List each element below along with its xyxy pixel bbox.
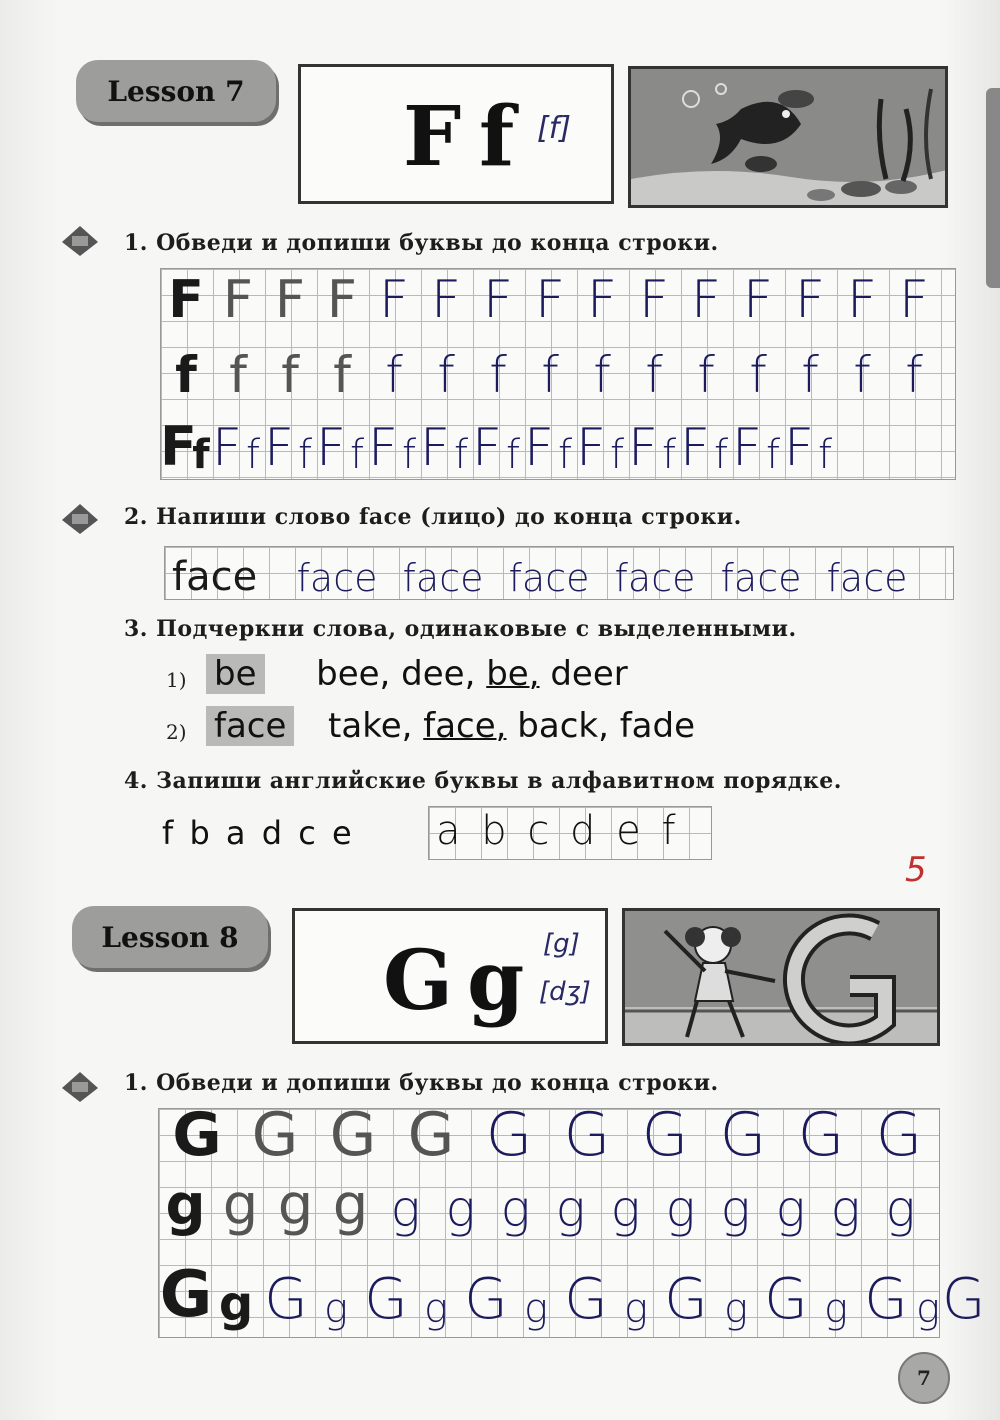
letter-handwritten: F [628,418,658,478]
word-option: fade [619,706,696,746]
grade-mark: 5 [905,850,927,890]
letter-sample: f [192,432,210,478]
face-row [172,548,920,600]
word-option: bee, [316,654,391,694]
letter-handwritten: G [485,1100,533,1170]
letter-handwritten: f [905,346,923,404]
letter-traced: F [223,270,253,330]
letter-sample: g [165,1173,206,1238]
letter-handwritten: F [847,270,877,330]
letter-handwritten: g [323,1286,348,1332]
letter-handwritten: F [691,270,721,330]
letter-handwritten: F [784,418,814,478]
letter-sample: f [175,346,197,404]
letter-handwritten: g [720,1180,751,1238]
f-row-1 [160,268,940,330]
letter-handwritten: G [942,1267,986,1332]
letter-sample: F [168,270,204,330]
letter-handwritten: f [853,346,871,404]
letter-handwritten: F [639,270,669,330]
letter-handwritten: f [385,346,403,404]
letter-handwritten: F [483,270,513,330]
letter-handwritten: G [764,1267,808,1332]
word-option: back, [517,706,609,746]
face-handwritten: face [720,556,802,600]
letter-g-box [292,908,608,1044]
letter-handwritten: F [899,270,929,330]
letter-handwritten: g [623,1286,648,1332]
letter-traced: f [333,346,351,404]
word-option: take, [328,706,413,746]
letter-sample: G [172,1100,222,1170]
letter-handwritten: g [830,1180,861,1238]
g-row-1 [158,1100,938,1170]
task-4-title [124,768,842,794]
face-sample: face [172,554,258,600]
task-3-text: Подчеркни слова, одинаковые с выделенными. [156,616,797,642]
task-3-number: 3. [124,616,148,642]
task-2-text-after: (лицо) до конца строки. [420,504,742,530]
f-row-3 [160,412,836,478]
letter-handwritten: f [801,346,819,404]
letter-handwritten: F [576,418,606,478]
scrambled-letters: f b a d c e [162,814,355,852]
letter-handwritten: F [743,270,773,330]
letter-sample: F [160,415,197,478]
exercise-3-line-2 [206,706,695,746]
letter-handwritten: f [609,432,625,478]
letter-traced: f [281,346,299,404]
transcription-g: [g] [543,929,580,959]
letter-handwritten: f [453,432,469,478]
letter-handwritten: g [610,1180,641,1238]
letter-handwritten: G [563,1100,611,1170]
task-4-number: 4. [124,768,148,794]
letter-handwritten: g [523,1286,548,1332]
lesson-8-label: Lesson 8 [72,906,268,968]
letter-traced: g [277,1173,314,1238]
letter-handwritten: F [524,418,554,478]
letter-G-upper: G [383,933,454,1029]
letter-handwritten: g [885,1180,916,1238]
letter-handwritten: g [423,1286,448,1332]
letter-handwritten: g [500,1180,531,1238]
letter-traced: G [407,1100,455,1170]
letter-handwritten: F [680,418,710,478]
letter-handwritten: g [723,1286,748,1332]
letter-handwritten: F [472,418,502,478]
letter-f-lower: f [479,89,515,185]
pencil-task-icon [58,498,102,538]
face-handwritten: face [826,556,908,600]
letter-handwritten: f [697,346,715,404]
letter-g-lower: g [467,933,525,1029]
letter-handwritten: G [875,1100,923,1170]
letter-handwritten: f [713,432,729,478]
letter-handwritten: g [555,1180,586,1238]
exercise-3-line-1 [206,654,628,694]
letter-handwritten: F [732,418,762,478]
letter-handwritten: g [915,1286,940,1332]
task-4-text: Запиши английские буквы в алфавитном порядке. [156,768,842,794]
page-number: 7 [898,1352,950,1404]
letter-handwritten: f [593,346,611,404]
task-2-word: face [358,504,413,530]
alphabet-answer: a b c d e f [436,808,680,854]
letter-handwritten: g [665,1180,696,1238]
letter-handwritten: F [379,270,409,330]
transcription-dzh: [dʒ] [539,977,591,1007]
girl-with-letter-g-illustration [622,908,940,1046]
letter-f-box [298,64,614,204]
face-handwritten: face [402,556,484,600]
letter-handwritten: f [817,432,833,478]
task-1-text: Обведи и допиши буквы до конца строки. [156,230,719,256]
letter-handwritten: g [823,1286,848,1332]
word-option: deer [550,654,628,694]
highlighted-word: face [206,706,294,746]
task-2-text-before: Напиши слово [156,504,351,530]
letter-traced: g [222,1173,259,1238]
pencil-task-icon [58,220,102,260]
face-handwritten: face [614,556,696,600]
letter-handwritten: f [297,432,313,478]
exercise-index: 1) [166,668,187,692]
lesson-8-task-1-title [124,1070,719,1096]
letter-handwritten: f [349,432,365,478]
letter-handwritten: f [645,346,663,404]
letter-handwritten: f [505,432,521,478]
letter-F-upper: F [403,89,462,185]
letter-handwritten: f [541,346,559,404]
letter-handwritten: f [437,346,455,404]
task-2-title [124,504,742,530]
g-row-3 [158,1252,986,1332]
letter-handwritten: F [368,418,398,478]
letter-traced: G [251,1100,299,1170]
letter-handwritten: f [245,432,261,478]
letter-handwritten: F [535,270,565,330]
letter-handwritten: G [864,1267,908,1332]
letter-handwritten: f [489,346,507,404]
page-edge-tab [986,88,1000,288]
letter-handwritten: f [661,432,677,478]
letter-handwritten: F [795,270,825,330]
letter-traced: F [275,270,305,330]
letter-handwritten: f [749,346,767,404]
lesson-8-task-1-number: 1. [124,1070,148,1096]
letter-handwritten: F [264,418,294,478]
g-row-2 [158,1170,928,1238]
highlighted-word: be [206,654,265,694]
letter-handwritten: F [420,418,450,478]
fish-illustration [628,66,948,208]
letter-handwritten: f [557,432,573,478]
lesson-8-task-1-text: Обведи и допиши буквы до конца строки. [156,1070,719,1096]
letter-handwritten: g [445,1180,476,1238]
letter-handwritten: f [401,432,417,478]
letter-handwritten: g [775,1180,806,1238]
letter-handwritten: G [464,1267,508,1332]
letter-handwritten: F [316,418,346,478]
word-option-underlined: be, [486,654,540,694]
letter-handwritten: F [431,270,461,330]
letter-traced: F [327,270,357,330]
letter-traced: G [329,1100,377,1170]
letter-handwritten: F [212,418,242,478]
letter-traced: f [229,346,247,404]
letter-handwritten: G [264,1267,308,1332]
lesson-7-label: Lesson 7 [76,60,276,122]
letter-handwritten: g [390,1180,421,1238]
letter-handwritten: G [797,1100,845,1170]
task-2-number: 2. [124,504,148,530]
word-option-underlined: face, [423,706,507,746]
letter-handwritten: G [564,1267,608,1332]
transcription-f: [f] [537,111,571,146]
letter-sample: G [159,1258,213,1332]
task-3-title [124,616,797,642]
letter-handwritten: f [765,432,781,478]
letter-handwritten: F [587,270,617,330]
letter-handwritten: G [641,1100,689,1170]
letter-traced: g [332,1173,369,1238]
letter-handwritten: G [364,1267,408,1332]
letter-sample: g [218,1276,254,1332]
face-handwritten: face [296,556,378,600]
letter-handwritten: G [719,1100,767,1170]
task-1-title [124,230,719,256]
word-option: dee, [401,654,476,694]
exercise-index: 2) [166,720,187,744]
letter-handwritten: G [664,1267,708,1332]
f-row-2 [160,338,940,404]
pencil-task-icon [58,1066,102,1106]
task-1-number: 1. [124,230,148,256]
face-handwritten: face [508,556,590,600]
